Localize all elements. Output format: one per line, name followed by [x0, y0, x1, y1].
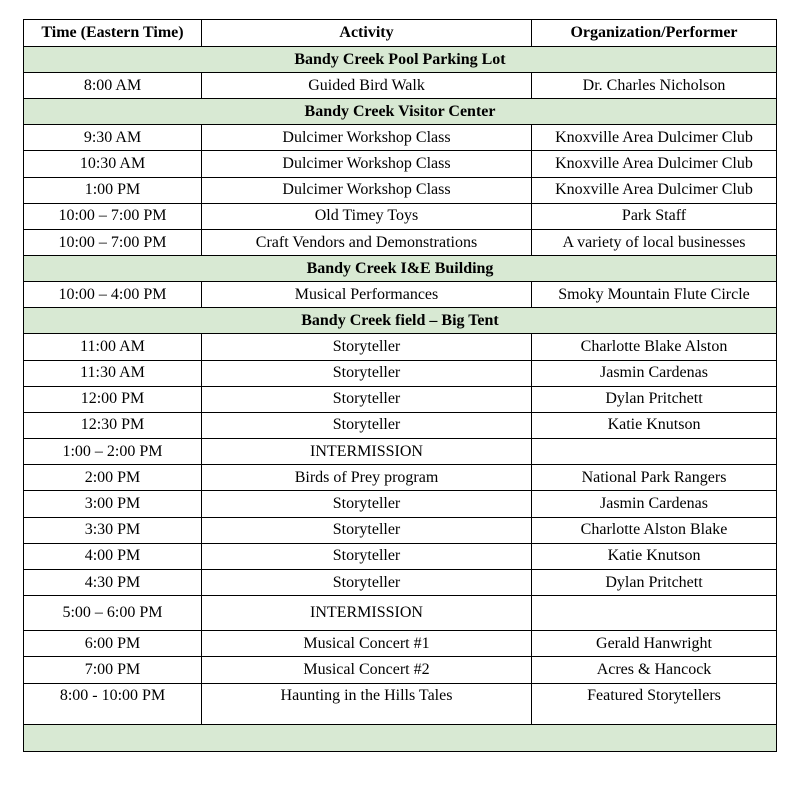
cell-time: 4:00 PM — [24, 543, 202, 569]
cell-time: 12:00 PM — [24, 386, 202, 412]
cell-activity: Musical Concert #2 — [202, 657, 532, 683]
cell-time: 6:00 PM — [24, 631, 202, 657]
cell-time: 10:00 – 7:00 PM — [24, 203, 202, 229]
cell-activity: Guided Bird Walk — [202, 73, 532, 99]
header-time: Time (Eastern Time) — [24, 20, 202, 47]
cell-activity: Storyteller — [202, 360, 532, 386]
table-row — [24, 596, 777, 631]
cell-activity: Dulcimer Workshop Class — [202, 125, 532, 151]
cell-org: Dylan Pritchett — [532, 386, 777, 412]
table-row — [24, 73, 777, 99]
table-row — [24, 570, 777, 596]
cell-activity: Storyteller — [202, 412, 532, 438]
table-row — [24, 517, 777, 543]
cell-activity: Storyteller — [202, 517, 532, 543]
header-row — [24, 20, 777, 47]
cell-activity: INTERMISSION — [202, 596, 532, 631]
table-row — [24, 683, 777, 724]
cell-time: 8:00 AM — [24, 73, 202, 99]
cell-org: Knoxville Area Dulcimer Club — [532, 125, 777, 151]
cell-activity: Old Timey Toys — [202, 203, 532, 229]
table-row — [24, 203, 777, 229]
section-row — [24, 47, 777, 73]
footer-row — [24, 724, 777, 751]
cell-org: National Park Rangers — [532, 465, 777, 491]
cell-time: 1:00 – 2:00 PM — [24, 439, 202, 465]
table-row — [24, 282, 777, 308]
table-row — [24, 412, 777, 438]
cell-activity: Musical Concert #1 — [202, 631, 532, 657]
cell-org: Katie Knutson — [532, 543, 777, 569]
cell-activity: Craft Vendors and Demonstrations — [202, 229, 532, 255]
cell-time: 11:30 AM — [24, 360, 202, 386]
cell-time: 9:30 AM — [24, 125, 202, 151]
table-row — [24, 360, 777, 386]
section-row — [24, 99, 777, 125]
cell-org: Dylan Pritchett — [532, 570, 777, 596]
cell-time: 1:00 PM — [24, 177, 202, 203]
schedule-table — [23, 19, 777, 752]
cell-time: 11:00 AM — [24, 334, 202, 360]
section-row — [24, 256, 777, 282]
table-row — [24, 439, 777, 465]
footer-cell — [24, 724, 777, 751]
schedule-body — [24, 47, 777, 752]
cell-org: Acres & Hancock — [532, 657, 777, 683]
header-organization: Organization/Performer — [532, 20, 777, 47]
table-row — [24, 125, 777, 151]
cell-org: Smoky Mountain Flute Circle — [532, 282, 777, 308]
cell-activity: Storyteller — [202, 491, 532, 517]
cell-activity: Dulcimer Workshop Class — [202, 177, 532, 203]
section-title: Bandy Creek field – Big Tent — [24, 308, 777, 334]
cell-org: Gerald Hanwright — [532, 631, 777, 657]
table-row — [24, 386, 777, 412]
table-row — [24, 229, 777, 255]
cell-activity: INTERMISSION — [202, 439, 532, 465]
table-row — [24, 177, 777, 203]
cell-org: Jasmin Cardenas — [532, 491, 777, 517]
section-title: Bandy Creek I&E Building — [24, 256, 777, 282]
cell-org — [532, 596, 777, 631]
cell-org: Knoxville Area Dulcimer Club — [532, 151, 777, 177]
table-row — [24, 334, 777, 360]
cell-org: Featured Storytellers — [532, 683, 777, 724]
cell-time: 8:00 - 10:00 PM — [24, 683, 202, 724]
cell-activity: Dulcimer Workshop Class — [202, 151, 532, 177]
cell-org: Charlotte Blake Alston — [532, 334, 777, 360]
cell-time: 3:30 PM — [24, 517, 202, 543]
cell-time: 4:30 PM — [24, 570, 202, 596]
cell-time: 5:00 – 6:00 PM — [24, 596, 202, 631]
cell-activity: Storyteller — [202, 386, 532, 412]
section-row — [24, 308, 777, 334]
cell-time: 10:00 – 7:00 PM — [24, 229, 202, 255]
table-row — [24, 631, 777, 657]
cell-org: Jasmin Cardenas — [532, 360, 777, 386]
cell-time: 3:00 PM — [24, 491, 202, 517]
cell-time: 10:00 – 4:00 PM — [24, 282, 202, 308]
cell-org — [532, 439, 777, 465]
cell-activity: Storyteller — [202, 570, 532, 596]
cell-org: A variety of local businesses — [532, 229, 777, 255]
cell-time: 12:30 PM — [24, 412, 202, 438]
cell-activity: Birds of Prey program — [202, 465, 532, 491]
cell-org: Katie Knutson — [532, 412, 777, 438]
header-activity: Activity — [202, 20, 532, 47]
cell-activity: Haunting in the Hills Tales — [202, 683, 532, 724]
cell-org: Charlotte Alston Blake — [532, 517, 777, 543]
table-row — [24, 491, 777, 517]
table-row — [24, 543, 777, 569]
cell-org: Park Staff — [532, 203, 777, 229]
cell-time: 7:00 PM — [24, 657, 202, 683]
table-row — [24, 657, 777, 683]
section-title: Bandy Creek Visitor Center — [24, 99, 777, 125]
cell-time: 10:30 AM — [24, 151, 202, 177]
cell-activity: Storyteller — [202, 334, 532, 360]
cell-org: Dr. Charles Nicholson — [532, 73, 777, 99]
cell-time: 2:00 PM — [24, 465, 202, 491]
table-row — [24, 151, 777, 177]
section-title: Bandy Creek Pool Parking Lot — [24, 47, 777, 73]
cell-activity: Storyteller — [202, 543, 532, 569]
cell-activity: Musical Performances — [202, 282, 532, 308]
table-row — [24, 465, 777, 491]
cell-org: Knoxville Area Dulcimer Club — [532, 177, 777, 203]
